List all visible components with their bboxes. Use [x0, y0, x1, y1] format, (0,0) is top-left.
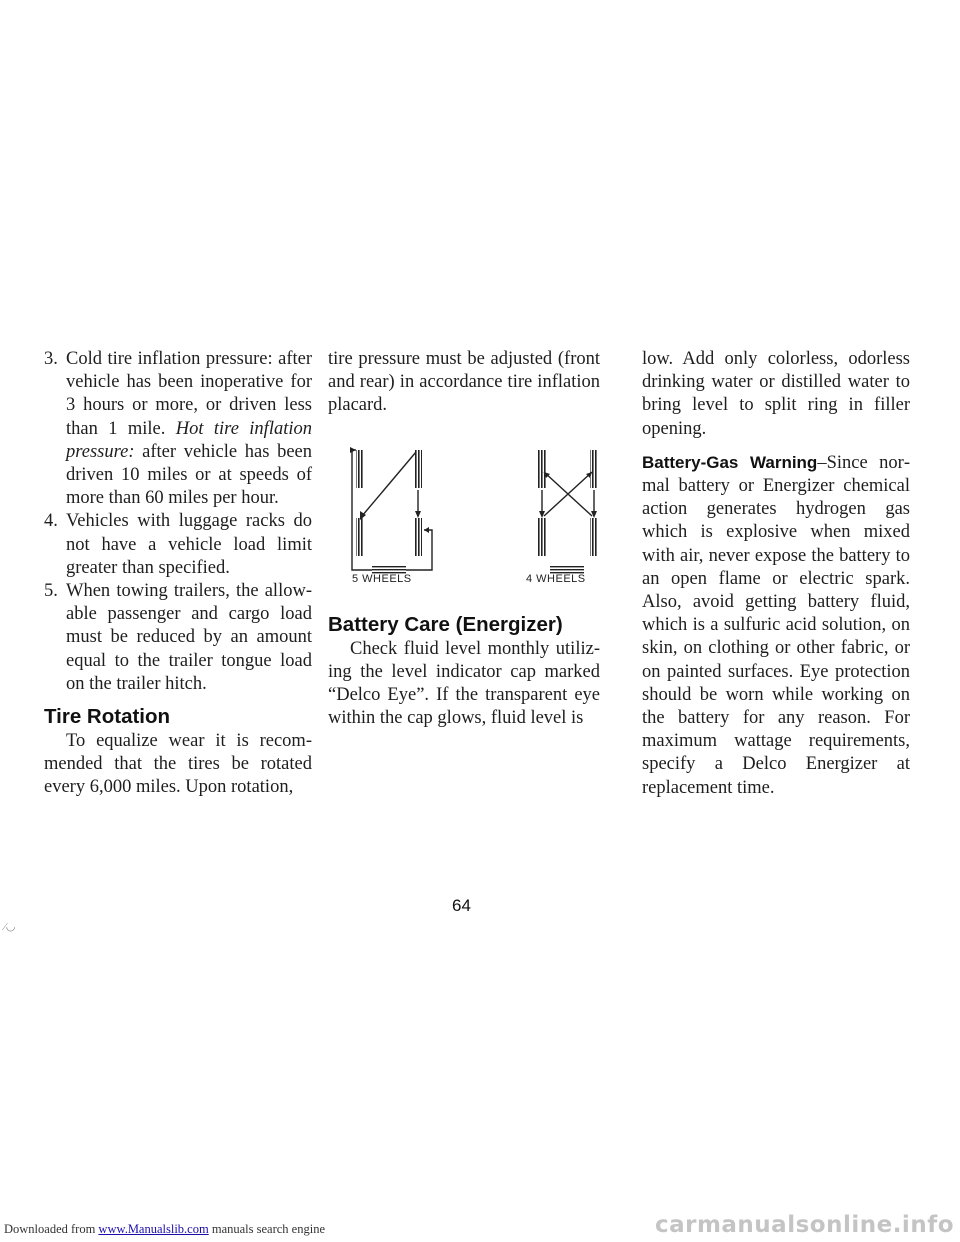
battery-gas-warning-label: Battery-Gas Warning: [642, 452, 818, 472]
tire-rear-left: [538, 518, 546, 556]
battery-gas-warning-paragraph: [642, 451, 910, 800]
scan-artifact: ⁄◡: [4, 921, 16, 933]
list-text: Vehicles with luggage racks do not have a vehicle load limit greater than specified.: [66, 511, 312, 578]
tire-pressure-continued: tire pressure must be adjusted (front and rear) in accordance tire inflation placard.: [328, 349, 600, 416]
battery-care-heading: Battery Care (Energizer): [328, 612, 563, 636]
download-footer: [4, 1222, 325, 1237]
four-wheels-caption: 4 WHEELS: [526, 572, 586, 585]
list-number: 3.: [44, 349, 58, 369]
battery-gas-warning-text: –Since normal battery or Energizer chemical action generates hydrogen gas which is explosive when mixed with air, never expose the battery to an open flame or electric spark. Also, avoid getting battery fluid, which is a sulfuric acid solution, on skin, on clothing or other fabric, or on painted surfaces. Eye protection should be worn while working on the battery for any reason. For maximum wattage requirements, specify a Delco Energizer at replacement time.: [642, 452, 910, 798]
arrow-path: [352, 450, 356, 476]
battery-fluid-continued: low. Add only colorless, odorless drinking water or distilled water to bring level to split ring in filler opening.: [642, 349, 910, 439]
tire-rear-right: [414, 518, 422, 556]
tire-rear-left: [356, 518, 364, 556]
five-wheels-caption: 5 WHEELS: [352, 572, 412, 585]
site-watermark: carmanualsonline.info: [654, 1212, 954, 1238]
list-text: Cold tire inflation pressure: after vehicle has been inoperative for 3 hours or more, or driven less than 1 mile.: [66, 349, 312, 439]
arrow-path: [362, 452, 416, 516]
list-item-3: [44, 348, 312, 510]
tire-front-right: [590, 450, 598, 488]
battery-care-paragraph: Check fluid level monthly utilizing the level indicator cap marked “Delco Eye”. If the transparent eye within the cap glows, fluid level is: [328, 638, 600, 729]
list-text: When towing trailers, the allowable passenger and cargo load must be reduced by an amount equal to the trailer tongue load on the trailer hitch.: [66, 581, 312, 694]
four-wheel-pattern: [538, 450, 598, 574]
rotation-diagram-svg: [328, 440, 600, 580]
column-3: [642, 348, 910, 800]
list-item-4: [44, 510, 312, 580]
list-number: 4.: [44, 511, 58, 532]
list-item-5: [44, 580, 312, 696]
footer-suffix: manuals search engine: [208, 1222, 325, 1236]
five-wheel-pattern: [350, 447, 432, 574]
tire-rotation-paragraph: To equalize wear it is recommended that the tires be rotated every 6,000 miles. Upon rotation,: [44, 731, 312, 798]
manualslib-link[interactable]: www.Manualslib.com: [98, 1222, 209, 1236]
page-number: 64: [452, 896, 471, 915]
hot-tire-term: Hot tire inflation pressure:: [66, 418, 312, 462]
list-number: 5.: [44, 581, 58, 602]
tire-rear-right: [590, 518, 598, 556]
footer-prefix: Downloaded from: [4, 1222, 99, 1236]
tire-rotation-heading: Tire Rotation: [44, 705, 171, 729]
list-text-continued: after vehicle has been driven 10 miles or at speeds of more than 60 miles per hour.: [66, 441, 312, 509]
tire-rotation-diagram: [328, 440, 600, 590]
load-notes-list: [44, 348, 312, 696]
column-2: [328, 348, 600, 730]
tire-front-left: [538, 450, 546, 488]
column-1: [44, 348, 312, 800]
tire-front-right: [414, 450, 422, 488]
tire-front-left: [356, 450, 364, 488]
